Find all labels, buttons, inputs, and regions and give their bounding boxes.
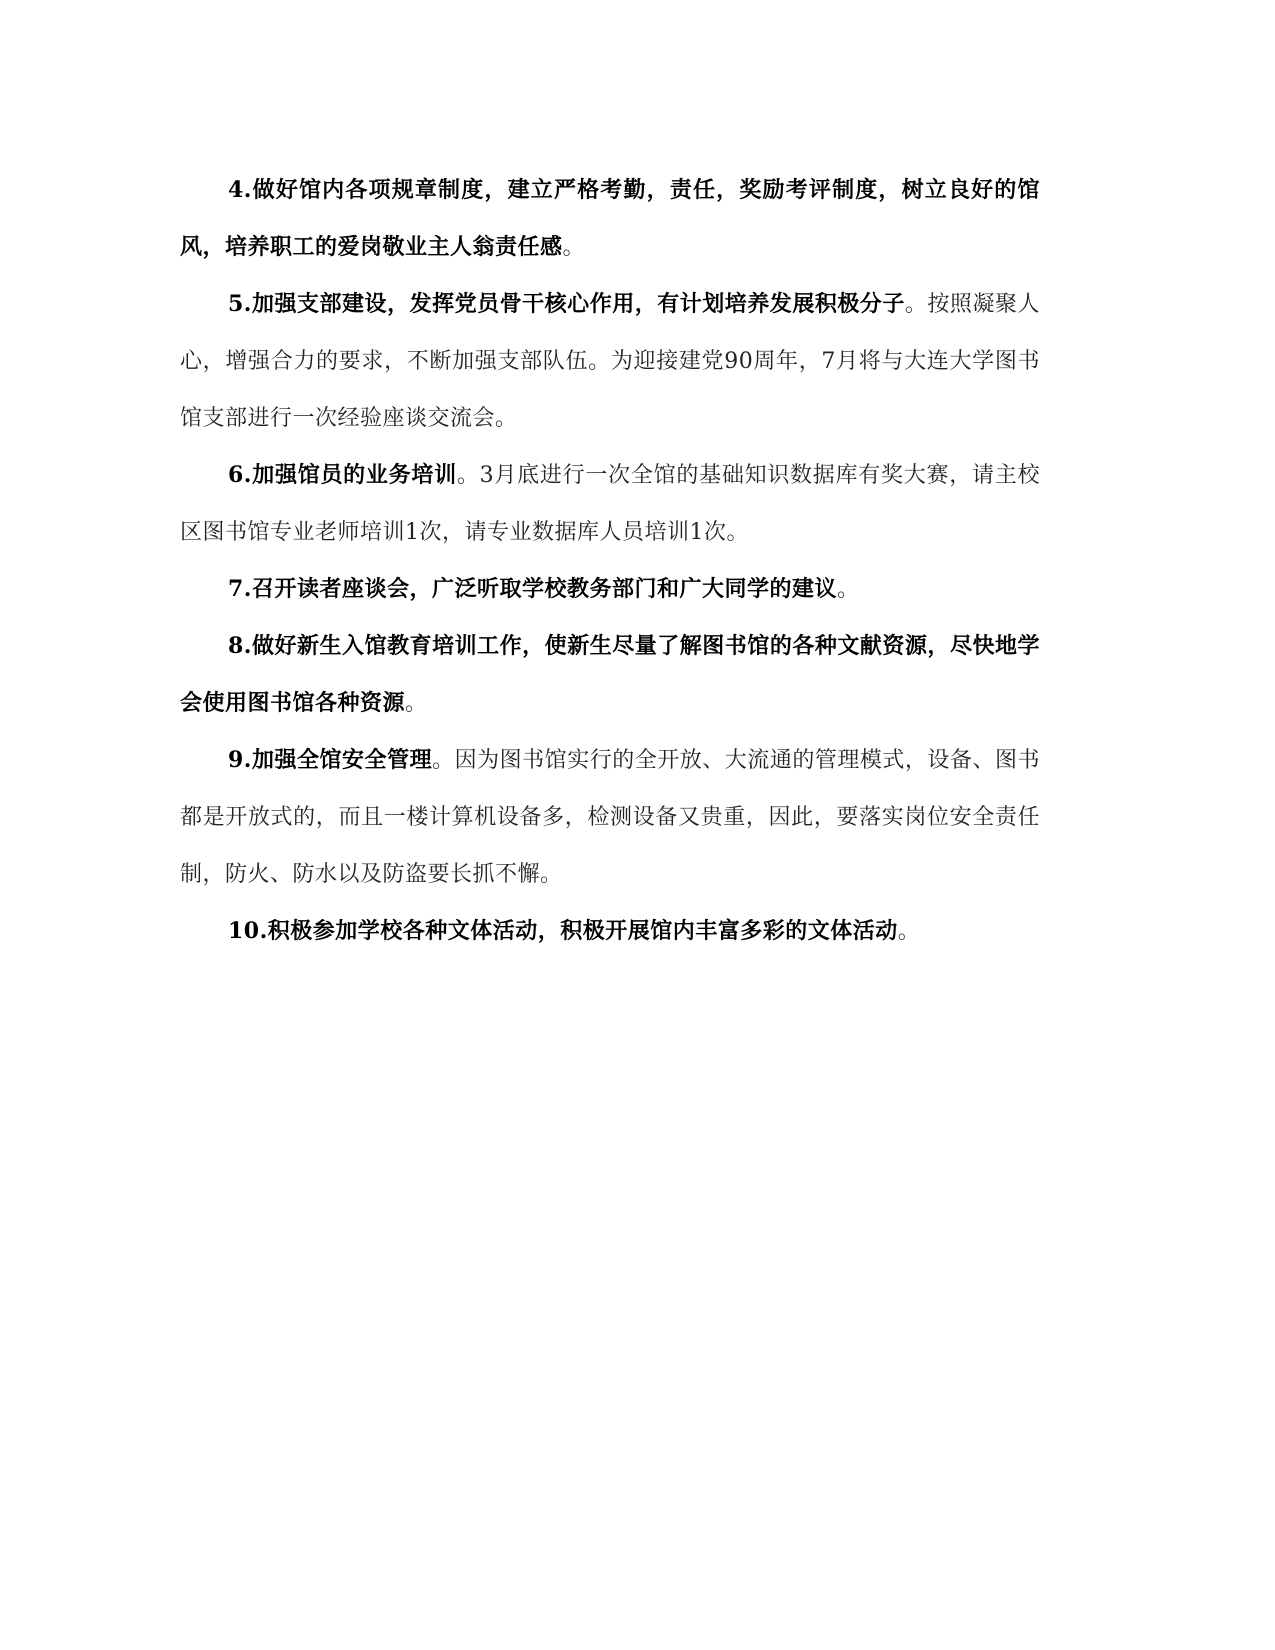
paragraph-text: 。 (836, 577, 860, 602)
paragraph-heading: 8.做好新生入馆教育培训工作，使新生尽量了解图书馆的各种文献资源，尽快地学会使用图书馆各种资源 (180, 633, 1040, 716)
paragraph-item-8 (180, 618, 1040, 732)
paragraph-heading: 5.加强支部建设，发挥党员骨干核心作用，有计划培养发展积极分子 (228, 291, 905, 317)
paragraph-text: 。 (562, 235, 586, 260)
paragraph-item-6 (180, 447, 1040, 561)
paragraph-heading: 7.召开读者座谈会，广泛听取学校教务部门和广大同学的建议 (228, 576, 837, 602)
paragraph-heading: 6.加强馆员的业务培训 (228, 462, 457, 488)
document-body (180, 162, 1040, 960)
paragraph-text: 。按照凝聚人心，增强合力的要求，不断加强支部队伍。为迎接建党90周年，7月将与大连大学图书馆支部进行一次经验座谈交流会。 (180, 292, 1040, 431)
paragraph-heading: 10.积极参加学校各种文体活动，积极开展馆内丰富多彩的文体活动 (228, 918, 898, 944)
paragraph-heading: 4.做好馆内各项规章制度，建立严格考勤，责任，奖励考评制度，树立良好的馆风，培养职工的爱岗敬业主人翁责任感 (180, 177, 1040, 260)
paragraph-text: 。因为图书馆实行的全开放、大流通的管理模式，设备、图书都是开放式的，而且一楼计算机设备多，检测设备又贵重，因此，要落实岗位安全责任制，防火、防水以及防盗要长抓不懈。 (180, 748, 1040, 887)
paragraph-heading: 9.加强全馆安全管理 (228, 747, 433, 773)
paragraph-text: 。 (897, 919, 921, 944)
paragraph-text: 。 (405, 691, 428, 716)
paragraph-item-10 (180, 903, 1040, 960)
paragraph-item-9 (180, 732, 1040, 903)
paragraph-item-7 (180, 561, 1040, 618)
paragraph-text: 。3月底进行一次全馆的基础知识数据库有奖大赛，请主校区图书馆专业老师培训1次，请专业数据库人员培训1次。 (180, 463, 1040, 545)
paragraph-item-4 (180, 162, 1040, 276)
paragraph-item-5 (180, 276, 1040, 447)
